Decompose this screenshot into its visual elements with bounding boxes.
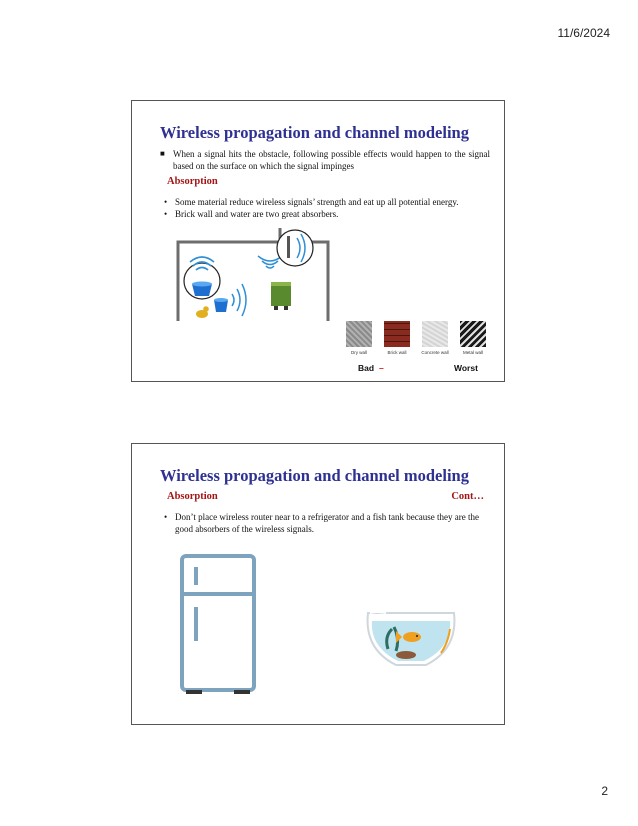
dry-wall-label: Dry wall — [350, 350, 367, 355]
slide-2 — [131, 443, 505, 725]
slide-2-bullets — [164, 511, 484, 535]
list-item: • Brick wall and water are two great absorbers. — [164, 208, 484, 220]
scale-separator: – — [379, 363, 384, 373]
slide-2-subheading: Absorption — [167, 491, 218, 502]
concrete-wall-label: Concrete wall — [421, 350, 449, 355]
scale-low-label: Bad — [358, 363, 375, 373]
slide-1-subheading: Absorption — [167, 176, 218, 187]
list-item: • Don’t place wireless router near to a refrigerator and a fish tank because they are the good absorbers of the wireless signals. — [164, 511, 484, 535]
absorption-illustration — [170, 226, 335, 326]
slide-1-title: Wireless propagation and channel modeling — [160, 123, 469, 142]
slide-1-bullets — [164, 196, 484, 220]
square-bullet-icon: ■ — [160, 149, 165, 158]
concrete-wall-swatch — [422, 321, 448, 347]
metal-wall-label: Metal wall — [462, 350, 483, 355]
brick-wall-swatch — [384, 321, 410, 347]
metal-wall-swatch — [460, 321, 486, 347]
material-swatches — [344, 321, 489, 361]
slide-2-title: Wireless propagation and channel modeling — [160, 466, 469, 485]
refrigerator-icon — [180, 554, 256, 696]
dry-wall-swatch — [346, 321, 372, 347]
header-date: 11/6/2024 — [557, 26, 610, 40]
list-item: • Some material reduce wireless signals’ strength and eat up all potential energy. — [164, 196, 484, 208]
fish-bowl-icon — [366, 609, 456, 669]
slide-2-continued: Cont… — [451, 491, 484, 502]
page-number: 2 — [601, 784, 608, 798]
slide-1-intro: ■ When a signal hits the obstacle, following possible effects would happen to the signal based on the surface on which the signal impinges — [160, 149, 490, 171]
brick-wall-label: Brick wall — [387, 350, 407, 355]
slide-1 — [131, 100, 505, 382]
scale-high-label: Worst — [454, 363, 478, 373]
